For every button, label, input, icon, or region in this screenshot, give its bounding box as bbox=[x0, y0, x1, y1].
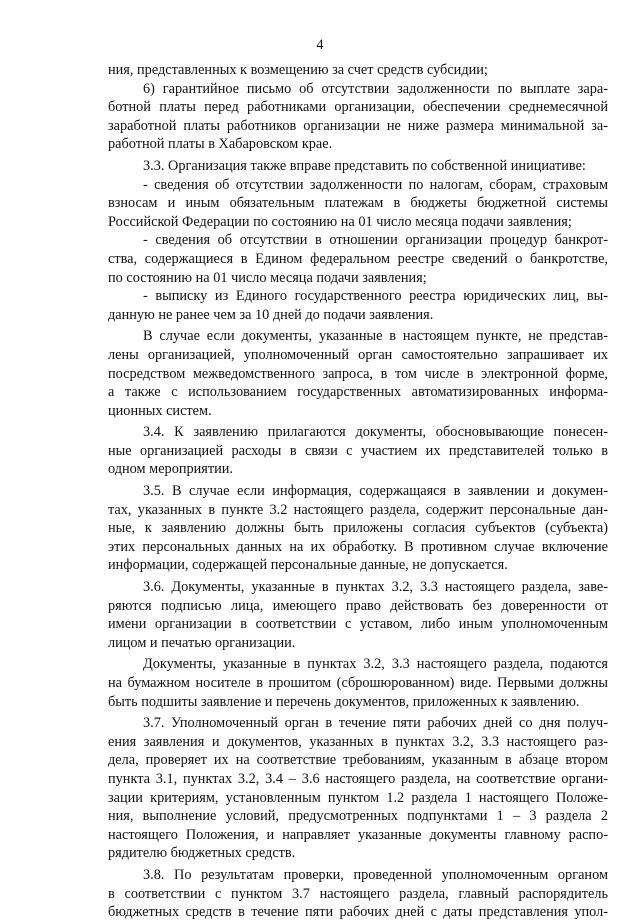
text-line: ционных систем. bbox=[108, 402, 212, 419]
text-line: 3.8. По результатам проверки, проведенной уполномоченным органом bbox=[143, 866, 608, 883]
text-line: информации, содержащей персональные данные, не допускается. bbox=[108, 557, 508, 574]
text-line: 3.4. К заявлению прилагаются документы, обосновывающие понесен- bbox=[143, 424, 608, 441]
text-line: дела, проверяет их на соответствие требованиям, указанным в абзаце втором bbox=[108, 752, 608, 769]
text-line: тах, указанных в пункте 3.2 настоящего раздела, содержит персональные дан- bbox=[108, 501, 608, 518]
text-line: ения заявления и документов, указанных в пунктах 3.2, 3.3 настоящего раз- bbox=[108, 733, 608, 750]
text-line: Документы, указанные в пунктах 3.2, 3.3 настоящего раздела, подаются bbox=[143, 656, 608, 673]
text-line: заработной платы работников организации не ниже размера минимальной за- bbox=[108, 117, 608, 134]
text-line: посредством межведомственного запроса, в том числе в электронной форме, bbox=[108, 365, 608, 382]
text-line: взносам и иным обязательным платежам в бюджеты бюджетной системы bbox=[108, 195, 608, 212]
text-line: пункта 3.1, пунктах 3.2, 3.4 – 3.6 настоящего раздела, на соответствие органи- bbox=[108, 770, 608, 787]
text-line: - сведения об отсутствии в отношении организации процедур банкрот- bbox=[143, 232, 608, 249]
text-line: настоящего Положения, и направляет указанные документы главному распо- bbox=[108, 826, 608, 843]
text-line: на бумажном носителе в прошитом (сброшюрованном) виде. Первыми должны bbox=[108, 675, 608, 691]
text-line: ния, выполнение условий, предусмотренных подпунктами 1 – 3 раздела 2 bbox=[108, 808, 608, 825]
text-line: бюджетных средств в течение пяти рабочих дней с даты представления упол- bbox=[108, 904, 608, 921]
text-line: ства, содержащиеся в Едином федеральном реестре сведений о банкротстве, bbox=[108, 250, 608, 267]
text-line: этих персональных данных на их обработку. В противном случае включение bbox=[108, 538, 608, 555]
text-line: имени организации в соответствии с уставом, либо иным уполномоченным bbox=[108, 616, 608, 633]
text-line: В случае если документы, указанные в настоящем пункте, не представ- bbox=[143, 328, 608, 345]
text-line: 3.7. Уполномоченный орган в течение пяти рабочих дней со дня получ- bbox=[143, 715, 608, 732]
text-line: зации критериям, установленным пунктом 1.2 раздела 1 настоящего Положе- bbox=[108, 789, 608, 806]
text-line: быть подшиты заявление и перечень документов, приложенных к заявлению. bbox=[108, 693, 580, 710]
text-line: 6) гарантийное письмо об отсутствии задолженности по выплате зара- bbox=[143, 80, 608, 97]
text-line: 3.5. В случае если информация, содержащаяся в заявлении и докумен- bbox=[143, 483, 608, 500]
text-line: ные, к заявлению должны быть приложены согласия субъектов (субъекта) bbox=[108, 520, 608, 537]
text-line: работной платы в Хабаровском крае. bbox=[108, 136, 333, 153]
text-line: - выписку из Единого государственного реестра юридических лиц, вы- bbox=[143, 288, 608, 305]
text-line: 3.6. Документы, указанные в пунктах 3.2, 3.3 настоящего раздела, заве- bbox=[143, 579, 608, 596]
text-line: в соответствии с пунктом 3.7 настоящего раздела, главный распорядитель bbox=[108, 885, 608, 902]
text-line: ния, представленных к возмещению за счет средств субсидии; bbox=[108, 62, 488, 78]
text-line: ботной платы перед работниками организации, обеспечении среднемесячной bbox=[108, 99, 608, 116]
text-line: а также с использованием государственных автоматизированных информа- bbox=[108, 384, 608, 401]
text-line: 3.3. Организация также вправе представить по собственной инициативе: bbox=[143, 157, 586, 174]
text-line: одном мероприятии. bbox=[108, 461, 233, 478]
text-line: - сведения об отсутствии задолженности по налогам, сборам, страховым bbox=[143, 176, 608, 193]
document-body bbox=[108, 61, 608, 922]
text-line: ряются подписью лица, имеющего право действовать без доверенности от bbox=[108, 597, 608, 614]
text-line: по состоянию на 01 число месяца подачи заявления; bbox=[108, 269, 427, 286]
text-line: Российской Федерации по состоянию на 01 число месяца подачи заявления; bbox=[108, 213, 572, 230]
text-line: рядителю бюджетных средств. bbox=[108, 845, 296, 862]
text-line: данную не ранее чем за 10 дней до подачи заявления. bbox=[108, 306, 434, 323]
text-line: лены организацией, уполномоченный орган самостоятельно запрашивает их bbox=[108, 346, 608, 363]
text-line: лицом и печатью организации. bbox=[108, 634, 296, 651]
text-line: ные организацией расходы в связи с участием их представителей только в bbox=[108, 442, 608, 459]
page-number: 4 bbox=[316, 37, 324, 53]
